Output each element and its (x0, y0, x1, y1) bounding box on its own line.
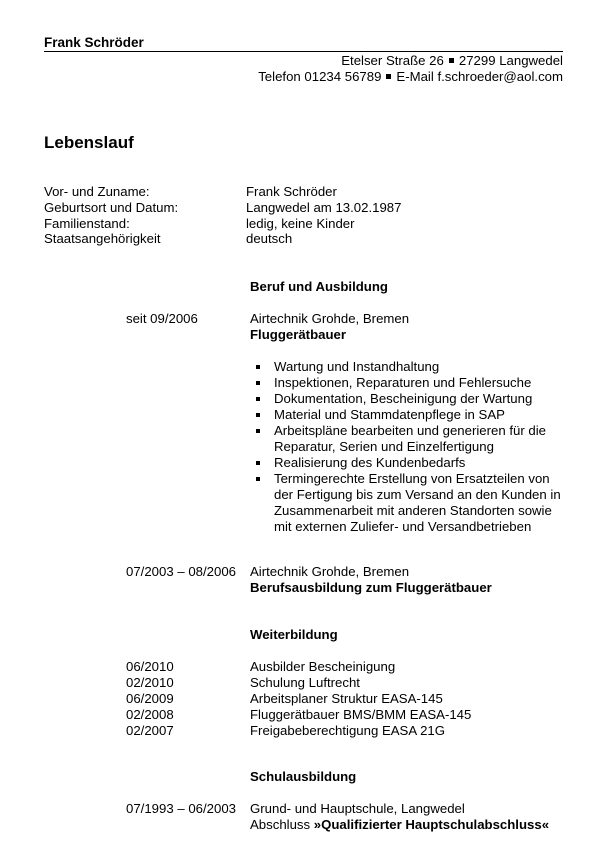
personal-value-birth: Langwedel am 13.02.1987 (246, 200, 402, 215)
header-contact (258, 69, 563, 84)
job2-company: Airtechnik Grohde, Bremen (250, 564, 410, 579)
training-title: Ausbilder Bescheinigung (250, 659, 396, 674)
personal-label-nationality: Staatsangehörigkeit (44, 231, 161, 246)
training-date: 02/2008 (126, 707, 174, 722)
training-date: 02/2010 (126, 675, 174, 690)
training-title: Fluggerätbauer BMS/BMM EASA-145 (250, 707, 472, 722)
list-item: Dokumentation, Bescheinigung der Wartung (256, 391, 568, 407)
personal-label-family: Familienstand: (44, 216, 130, 231)
school-date: 07/1993 – 06/2003 (126, 801, 237, 816)
personal-label-birth: Geburtsort und Datum: (44, 200, 179, 215)
header-divider (44, 51, 563, 52)
email-address: E-Mail f.schroeder@aol.com (396, 69, 563, 84)
list-item: Wartung und Instandhaltung (256, 359, 568, 375)
training-title: Freigabeberechtigung EASA 21G (250, 723, 446, 738)
job1-task-list (256, 359, 568, 535)
header-address (341, 53, 563, 68)
personal-value-nationality: deutsch (246, 231, 293, 246)
job2-date: 07/2003 – 08/2006 (126, 564, 237, 579)
job1-company: Airtechnik Grohde, Bremen (250, 311, 410, 326)
job1-date: seit 09/2006 (126, 311, 198, 326)
school-name: Grund- und Hauptschule, Langwedel (250, 801, 465, 816)
training-date: 06/2009 (126, 691, 174, 706)
section-heading-beruf: Beruf und Ausbildung (250, 279, 388, 294)
school-degree (250, 817, 549, 832)
list-item: Inspektionen, Reparaturen und Fehlersuche (256, 375, 568, 391)
job1-position: Fluggerätbauer (250, 327, 346, 342)
personal-value-name: Frank Schröder (246, 184, 337, 199)
section-heading-schule: Schulausbildung (250, 769, 357, 784)
list-item: Realisierung des Kundenbedarfs (256, 455, 568, 471)
list-item: Arbeitspläne bearbeiten und generieren für die Reparatur, Serien und Einzelfertigung (256, 423, 568, 455)
job2-position: Berufsausbildung zum Fluggerätbauer (250, 580, 492, 595)
training-date: 02/2007 (126, 723, 174, 738)
personal-label-name: Vor- und Zuname: (44, 184, 150, 199)
training-title: Arbeitsplaner Struktur EASA-145 (250, 691, 443, 706)
square-bullet-icon (449, 58, 454, 63)
address-street: Etelser Straße 26 (341, 53, 444, 68)
section-heading-weiterbildung: Weiterbildung (250, 627, 338, 642)
list-item: Termingerechte Erstellung von Ersatzteilen von der Fertigung bis zum Versand an den Kunden in Zusammenarbeit mit anderen Standorten sowie mit externen Zuliefer- und Versandbetrieben (256, 471, 568, 535)
list-item: Material und Stammdatenpflege in SAP (256, 407, 568, 423)
personal-value-family: ledig, keine Kinder (246, 216, 355, 231)
address-city: 27299 Langwedel (458, 53, 563, 68)
training-title: Schulung Luftrecht (250, 675, 360, 690)
training-date: 06/2010 (126, 659, 174, 674)
square-bullet-icon (386, 74, 391, 79)
phone-number: Telefon 01234 56789 (258, 69, 382, 84)
school-degree-title: »Qualifizierter Hauptschulabschluss« (313, 817, 550, 832)
header-name: Frank Schröder (44, 35, 144, 50)
page-title: Lebenslauf (44, 133, 134, 152)
school-degree-prefix: Abschluss (250, 817, 311, 832)
